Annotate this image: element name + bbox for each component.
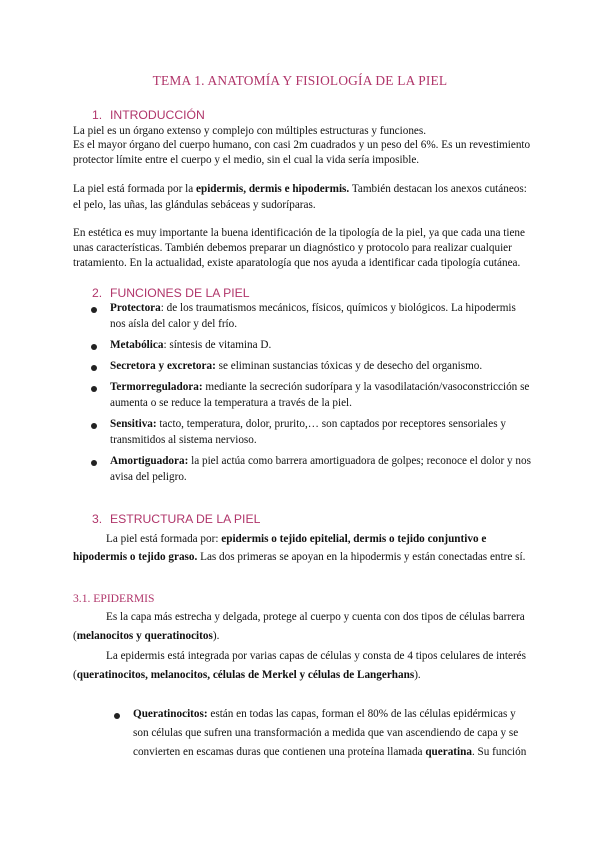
function-protectora-line-2: nos aísla del calor y del frío.	[110, 318, 238, 330]
section-2-number: 2.	[92, 286, 103, 300]
intro-line-3: protector límite entre el cuerpo y el medio, sin el cual la vida sería imposible.	[73, 154, 420, 166]
section-1-number: 1.	[92, 108, 103, 122]
function-termorreguladora-line-2: aumenta o se reduce la temperatura a través de la piel.	[110, 397, 352, 409]
bullet-icon	[91, 307, 97, 313]
epidermis-p2-line-2: (queratinocitos, melanocitos, células de Merkel y células de Langerhans).	[73, 669, 421, 681]
queratinocitos-line-1: Queratinocitos: están en todas las capas, forman el 80% de las células epidérmicas y	[133, 708, 516, 720]
page-title: TEMA 1. ANATOMÍA Y FISIOLOGÍA DE LA PIEL	[152, 73, 448, 88]
intro-p2-line-1: La piel está formada por la epidermis, dermis e hipodermis. También destacan los anexos cutáneos:	[73, 183, 527, 195]
structure-line-2: hipodermis o tejido graso. Las dos primeras se apoyan en la hipodermis y están conectadas entre sí.	[73, 551, 526, 563]
intro-p3-line-3: tratamiento. En la actualidad, existe aparatología que nos ayuda a identificar cada tipología cutánea.	[73, 257, 521, 269]
section-2-heading: FUNCIONES DE LA PIEL	[110, 286, 250, 300]
structure-line-1: La piel está formada por: epidermis o tejido epitelial, dermis o tejido conjuntivo e	[106, 533, 487, 545]
function-amortiguadora-line-2: avisa del peligro.	[110, 471, 187, 483]
section-3-number: 3.	[92, 512, 103, 526]
epidermis-p1-line-2: (melanocitos y queratinocitos).	[73, 630, 220, 642]
bullet-icon	[91, 460, 97, 466]
function-sensitiva-line-2: transmitidos al sistema nervioso.	[110, 434, 257, 446]
section-1-heading: INTRODUCCIÓN	[110, 108, 205, 122]
bullet-icon	[114, 713, 120, 719]
function-secretora: Secretora y excretora: se eliminan sustancias tóxicas y de desecho del organismo.	[110, 360, 483, 372]
epidermis-p2-line-1: La epidermis está integrada por varias capas de células y consta de 4 tipos celulares de interés	[106, 650, 526, 662]
subsection-3-1-heading: 3.1. EPIDERMIS	[73, 592, 155, 605]
intro-p2-line-2: el pelo, las uñas, las glándulas sebáceas y sudoríparas.	[73, 199, 316, 211]
bullet-icon	[91, 386, 97, 392]
intro-line-1: La piel es un órgano extenso y complejo con múltiples estructuras y funciones.	[73, 125, 427, 137]
bullet-icon	[91, 344, 97, 350]
intro-line-2: Es el mayor órgano del cuerpo humano, con casi 2m cuadrados y un peso del 6%. Es un revestimiento	[73, 139, 531, 151]
intro-p3-line-1: En estética es muy importante la buena identificación de la tipología de la piel, ya que cada una tiene	[73, 227, 525, 239]
section-3-heading: ESTRUCTURA DE LA PIEL	[110, 512, 261, 526]
epidermis-p1-line-1: Es la capa más estrecha y delgada, protege al cuerpo y cuenta con dos tipos de células barrera	[106, 611, 525, 623]
intro-p3-line-2: unas características. También debemos preparar un diagnóstico y protocolo para realizar cualquier	[73, 242, 512, 254]
function-protectora: Protectora: de los traumatismos mecánicos, físicos, químicos y biológicos. La hipodermis	[110, 302, 516, 314]
bullet-icon	[91, 365, 97, 371]
queratinocitos-line-2: son células que sufren una transformación a medida que van ascendiendo de capa y se	[133, 727, 519, 739]
bullet-icon	[91, 423, 97, 429]
function-amortiguadora: Amortiguadora: la piel actúa como barrera amortiguadora de golpes; reconoce el dolor y nos	[110, 455, 531, 467]
queratinocitos-line-3: convierten en escamas duras que contienen una proteína llamada queratina. Su función	[133, 746, 527, 758]
function-metabolica: Metabólica: síntesis de vitamina D.	[110, 339, 272, 351]
function-sensitiva: Sensitiva: tacto, temperatura, dolor, prurito,… son captados por receptores sensoriales y	[110, 418, 506, 430]
function-termorreguladora: Termorreguladora: mediante la secreción sudorípara y la vasodilatación/vasoconstricción se	[110, 381, 530, 393]
